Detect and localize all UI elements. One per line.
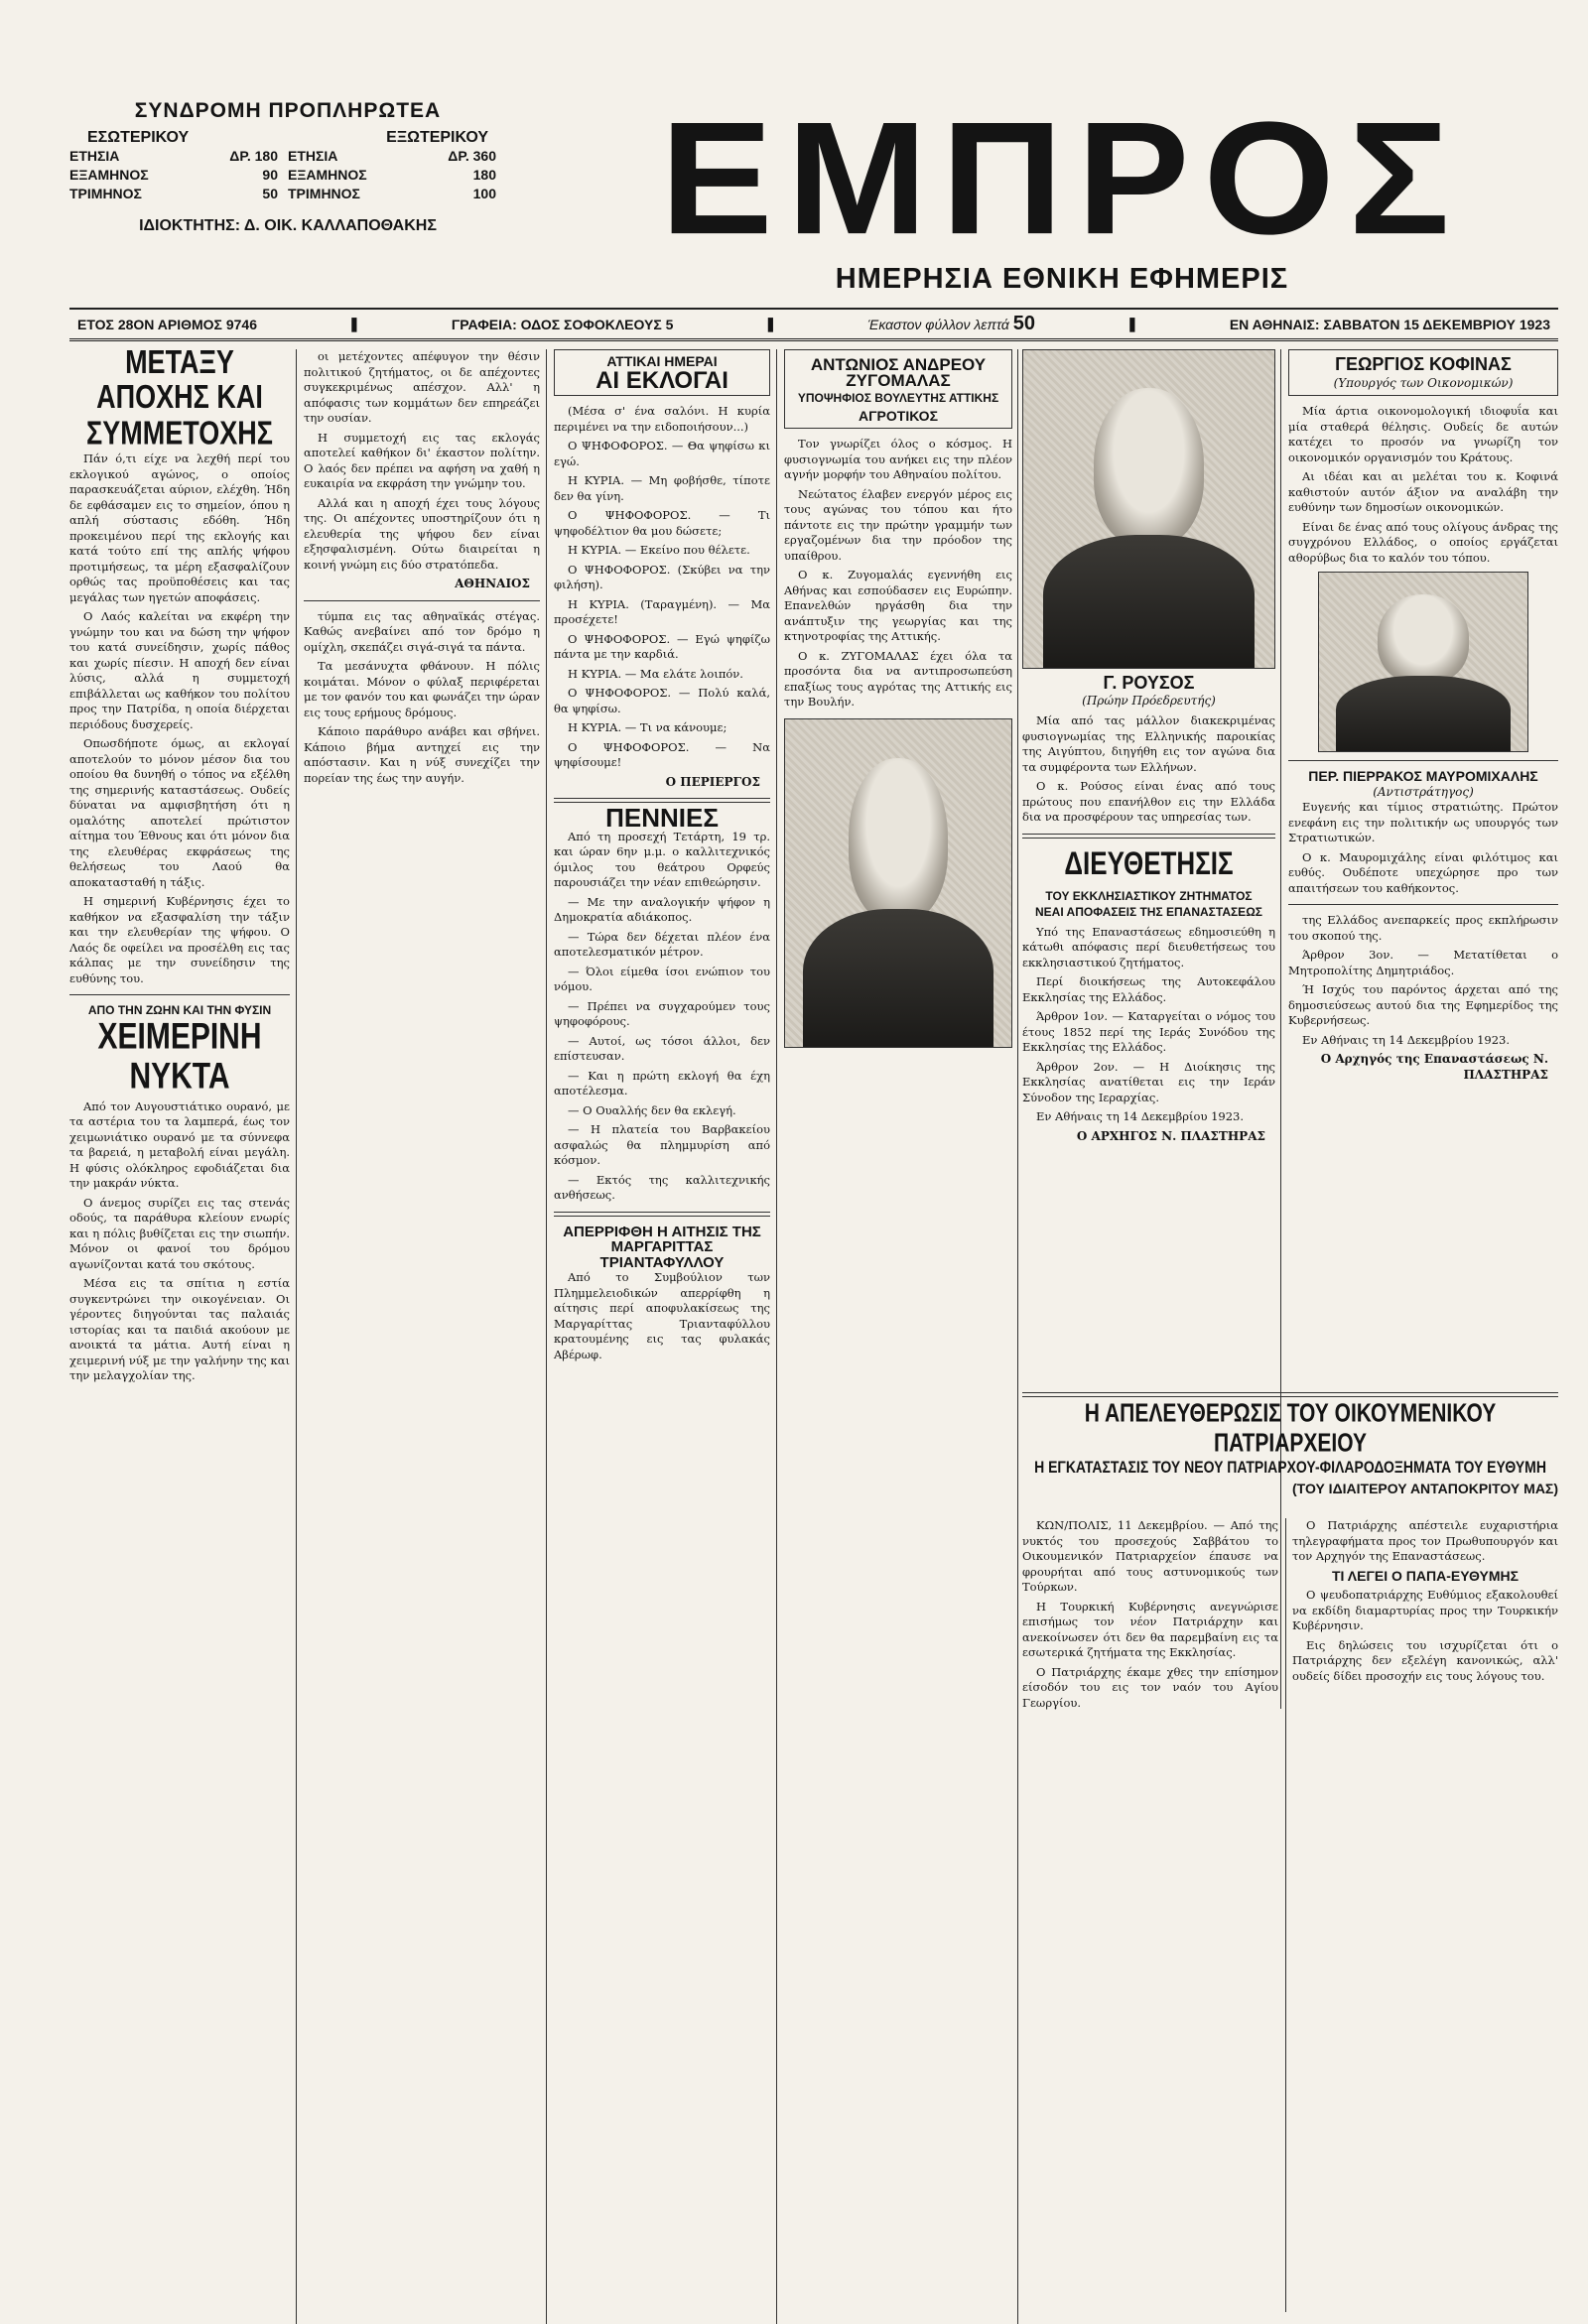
editorial-paragraph: Πάν ό,τι είχε να λεχθή περί του εκλογικού αγώνος, ο οποίος παρασκευάζεται αύριον, ελέχθη. Ήδη δε εφθάσαμεν εις το σημείον, όπου η απλή σύστασις εδόθη. Ήδη προκειμένου περί της εκλογής και κατά τούτο επί της απλής ψήφου προτιμήσεως, τα μέρη εξασφαλίζουν ορθώς τας προϋποθέσεις και τας μεγάλας των ηγετών αποφάσεις. xyxy=(69,452,290,604)
patriarchate-paragraph: Εις δηλώσεις του ισχυρίζεται ότι ο Πατριάρχης δεν εξελέγη κανονικώς, αλλ' ουδείς δίδει προσοχήν εις τους λόγους του. xyxy=(1292,1637,1558,1683)
decree-paragraph: Άρθρον 1ον. — Καταργείται ο νόμος του έτους 1852 περί της Ιεράς Συνόδου της Εκκλησίας της Ελλάδος. xyxy=(1022,1009,1275,1055)
feature-paragraph: Ο άνεμος συρίζει εις τας στενάς οδούς, τα παράθυρα κλείουν ενωρίς και η πόλις βυθίζεται εις την σιωπήν. Μόνον οι φανοί του δρόμου αγωνίζονται κατά του σκότους. xyxy=(69,1195,290,1271)
dialogue-line: Ο ΨΗΦΟΦΟΡΟΣ. — Τι ψηφοδέλτιον θα μου δώσετε; xyxy=(554,508,770,538)
rate-row: ΕΤΗΣΙΑ ΔΡ. 180 ΕΤΗΣΙΑ ΔΡ. 360 xyxy=(69,148,496,164)
newspaper-page xyxy=(30,60,1558,2243)
penny-item: — Αυτοί, ως τόσοι άλλοι, δεν επίστευσαν. xyxy=(554,1033,770,1063)
penny-item: — Ο Ουαλλής δεν θα εκλεγή. xyxy=(568,1102,736,1117)
penny-item: — Τώρα δεν δέχεται πλέον ένα αποτελεσματικόν μέτρον. xyxy=(554,929,770,959)
pierrakos-headline: ΠΕΡ. ΠΙΕΡΡΑΚΟΣ ΜΑΥΡΟΜΙΧΑΛΗΣ xyxy=(1308,768,1538,784)
penny-item: — Πρέπει να συγχαρούμεν τους ψηφοφόρους. xyxy=(554,998,770,1028)
dialogue-line: (Μέσα σ' ένα σαλόνι. Η κυρία περιμένει να την ειδοποιήσουν...) xyxy=(554,404,770,434)
column-1 xyxy=(69,343,290,1388)
patriarchate-paragraph: Η Τουρκική Κυβέρνησις ανεγνώρισε επισήμως τον νέον Πατριάρχην και ανεκοίνωσεν ότι δεν θα παρεμβαίνη εις τα εσωτερικά ζητήματα της Εκκλησίας. xyxy=(1022,1599,1278,1659)
portrait-kofinas xyxy=(1318,572,1528,752)
patriarchate-headline: Η ΑΠΕΛΕΥΘΕΡΩΣΙΣ ΤΟΥ ΟΙΚΟΥΜΕΝΙΚΟΥ ΠΑΤΡΙΑΡΧΕΙΟΥ xyxy=(1084,1399,1497,1458)
rejection-headline: ΑΠΕΡΡΙΦΘΗ Η ΑΙΤΗΣΙΣ ΤΗΣ ΜΑΡΓΑΡΙΤΤΑΣ ΤΡΙΑΝΤΑΦΥΛΛΟΥ xyxy=(563,1223,761,1271)
pierrakos-paragraph: Ο κ. Μαυρομιχάλης είναι φιλότιμος και ευθύς. Ουδέποτε υπεχώρησε προ των απαιτήσεων του καθήκοντος. xyxy=(1288,849,1558,895)
feature-paragraph: Μέσα εις τα σπίτια η εστία συγκεντρώνει την οικογένειαν. Οι γέροντες διηγούνται τας παλαιάς ιστορίας και τα παιδιά ακούουν με ανοικτά τα μάτια. Αυτή είναι η χειμερινή νύξ με την γαλήνην της και την μελαγχολίαν της. xyxy=(69,1276,290,1383)
elections-headline: ΑΙ ΕΚΛΟΓΑΙ xyxy=(596,366,728,394)
editorial-paragraph: Ο Λαός καλείται να εκφέρη την γνώμην του και να δώση την ψήφον του κατά συνείδησιν, χωρίς πάθος και χωρίς πίεσιν. Η αποχή δεν είναι λύσις, αλλά η συμμετοχή επιβάλλεται ως καθήκον του πολίτου προς την Πατρίδα, η οποία διέρχεται περιόδους δυσχερείς. xyxy=(69,609,290,731)
dialogue-line: Ο ΨΗΦΟΦΟΡΟΣ. (Σκύβει να την φιλήση). xyxy=(554,562,770,591)
kofinas-paragraph: Αι ιδέαι και αι μελέται του κ. Κοφινά καθιστούν αυτόν άξιον να αναλάβη την ευθύνην των δημοσίων οικονομικών. xyxy=(1288,469,1558,514)
rate-row: ΤΡΙΜΗΝΟΣ 50 ΤΡΙΜΗΝΟΣ 100 xyxy=(69,186,496,201)
price: Έκαστον φύλλον λεπτά 50 xyxy=(867,313,1035,334)
kofinas-paragraph: Είναι δε ένας από τους ολίγους άνδρας της συγχρόνου Ελλάδος, ο οποίος εργάζεται αθορύβως δια το καλόν του τόπου. xyxy=(1288,519,1558,565)
pierrakos-paragraph: Ευγενής και τίμιος στρατιώτης. Πρώτον ενεφάνη εις την πολιτικήν ως υπουργός των Στρατιωτικών. xyxy=(1288,800,1558,844)
dialogue-line: Ο ΨΗΦΟΦΟΡΟΣ. — Να ψηφίσουμε! xyxy=(554,739,770,769)
decree2-paragraph: της Ελλάδος ανεπαρκείς προς εκπλήρωσιν του σκοπού της. xyxy=(1288,913,1558,943)
dialogue-line: Ο ΨΗΦΟΦΟΡΟΣ. — Εγώ ψηφίζω πάντα με την καρδιά. xyxy=(554,631,770,661)
penny-item: — Εκτός της καλλιτεχνικής ανθήσεως. xyxy=(554,1172,770,1202)
subscription-box xyxy=(69,99,506,235)
dialogue-line: Ο ΨΗΦΟΦΟΡΟΣ. — Θα ψηφίσω κι εγώ. xyxy=(554,439,770,468)
decree-subhead: ΤΟΥ ΕΚΚΛΗΣΙΑΣΤΙΚΟΥ ΖΗΤΗΜΑΤΟΣ xyxy=(1045,888,1253,903)
patriarchate-byline: (ΤΟΥ ΙΔΙΑΙΤΕΡΟΥ ΑΝΤΑΠΟΚΡΙΤΟΥ ΜΑΣ) xyxy=(1291,1481,1558,1496)
pierrakos-subhead: (Αντιστράτηγος) xyxy=(1373,784,1474,799)
kofinas-paragraph: Μία άρτια οικονομολογική ιδιοφυΐα και μία σταθερά θέλησις. Ουδείς δε αυτών κατέχει το προσόν να γνωρίζη τον οικονομικόν οργανισμόν του Κράτους. xyxy=(1288,404,1558,464)
editorial-paragraph: οι μετέχοντες απέφυγον την θέσιν πολιτικού ζητήματος, οι δε απέχοντες συγκεκριμένως απέσχον. Αλλ' η απόφασις των κομμάτων δεν επηρεάζει την ουσίαν. xyxy=(304,349,540,425)
column-2 xyxy=(304,349,540,790)
candidate-party: ΑΓΡΟΤΙΚΟΣ xyxy=(859,407,938,424)
editorial-paragraph: Η σημερινή Κυβέρνησις έχει το καθήκον να εξασφαλίση την τάξιν και την ελευθερίαν της ψήφου. Ο Λαός δε οφείλει να προσέλθη εις τας κάλπας με την συνείδησιν της ευθύνης του. xyxy=(69,894,290,985)
issue-number: ΕΤΟΣ 28ΟΝ ΑΡΙΘΜΟΣ 9746 xyxy=(77,316,257,332)
portrait-rousos xyxy=(1022,349,1275,669)
offices-address: ΓΡΑΦΕΙΑ: ΟΔΟΣ ΣΟΦΟΚΛΕΟΥΣ 5 xyxy=(451,316,674,332)
rousos-caption: Γ. ΡΟΥΣΟΣ xyxy=(1103,673,1195,693)
penny-item: — Όλοι είμεθα ίσοι ενώπιον του νόμου. xyxy=(554,964,770,993)
rates-table xyxy=(69,147,506,203)
penny-item: — Με την αναλογικήν ψήφον η Δημοκρατία αδιάκοπος. xyxy=(554,894,770,924)
dialogue-line: Η ΚΥΡΙΑ. — Εκείνο που θέλετε. xyxy=(568,543,750,557)
patriarchate-paragraph: Ο Πατριάρχης έκαμε χθες την επίσημον είσοδόν του εις τον ναόν του Αγίου Γεωργίου. xyxy=(1022,1664,1278,1710)
penny-item: — Και η πρώτη εκλογή θα έχη αποτέλεσμα. xyxy=(554,1068,770,1097)
penny-item: — Η πλατεία του Βαρβακείου ασφαλώς θα πλημμυρίση από κόσμον. xyxy=(554,1122,770,1167)
rousos-paragraph: Μία από τας μάλλον διακεκριμένας φυσιογνωμίας της Ελληνικής παροικίας της Αιγύπτου, διηγήθη εις τον αγώνα δια τα συμφέροντα των Ελλήνων. xyxy=(1022,713,1275,774)
rate-row: ΕΞΑΜΗΝΟΣ 90 ΕΞΑΜΗΝΟΣ 180 xyxy=(69,167,496,183)
decree2-paragraph: Εν Αθήναις τη 14 Δεκεμβρίου 1923. xyxy=(1302,1032,1511,1047)
column-4 xyxy=(784,349,1012,1056)
dialogue-line: Η ΚΥΡΙΑ. (Ταραγμένη). — Μα προσέχετε! xyxy=(554,596,770,626)
decree-paragraph: Εν Αθήναις τη 14 Δεκεμβρίου 1923. xyxy=(1036,1109,1245,1124)
section-title: ΑΤΤΙΚΑΙ ΗΜΕΡΑΙ xyxy=(606,353,718,369)
feature-paragraph: Κάποιο παράθυρο ανάβει και σβήνει. Κάποιο βήμα αντηχεί εις την απόστασιν. Και η νύξ συνεχίζει την πορείαν της έως την αυγήν. xyxy=(304,724,540,785)
editorial-paragraph: Οπωσδήποτε όμως, αι εκλογαί αποτελούν το μόνον μέσον δια του οποίου θα δυνηθή ο τόπος να εξέλθη της σημερινής καταστάσεως. Ουδείς δύναται να αμφισβητήση ότι η ομαλότης αποτελεί πρώτιστον αίτημα του Έθνους και ότι μόνον δια της ελευθέρας εκφράσεως της θελήσεως του Λαού θα αποκατασταθή η τάξις. xyxy=(69,736,290,889)
rousos-subcaption: (Πρώην Πρόεδρευτής) xyxy=(1082,694,1216,708)
editorial-headline: ΜΕΤΑΞΥ ΑΠΟΧΗΣ ΚΑΙ ΣΥΜΜΕΤΟΧΗΣ xyxy=(86,343,273,452)
patriarchate-paragraph: Ο ψευδοπατριάρχης Ευθύμιος εξακολουθεί να εκδίδη διαμαρτυρίας προς την Τουρκικήν Κυβέρνησιν. xyxy=(1292,1588,1558,1632)
dialogue-line: Η ΚΥΡΙΑ. — Μα ελάτε λοιπόν. xyxy=(568,666,743,681)
decree2-signature: Ο Αρχηγός της Επαναστάσεως Ν. ΠΛΑΣΤΗΡΑΣ xyxy=(1320,1052,1548,1082)
patriarchate-paragraph: ΤΙ ΛΕΓΕΙ Ο ΠΑΠΑ-ΕΥΘΥΜΗΣ xyxy=(1331,1567,1520,1584)
candidate-paragraph: Τον γνωρίζει όλος ο κόσμος. Η φυσιογνωμία του ανήκει εις την πλέον αγνήν μορφήν του Αθηναίου πολίτου. xyxy=(784,437,1012,481)
feature-headline: ΧΕΙΜΕΡΙΝΗ ΝΥΚΤΑ xyxy=(97,1015,262,1097)
foreign-label: ΕΞΩΤΕΡΙΚΟΥ xyxy=(386,129,488,146)
candidate-name: ΑΝΤΩΝΙΟΣ ΑΝΔΡΕΟΥ ΖΥΓΟΜΑΛΑΣ xyxy=(810,355,987,390)
decree-paragraph: Περί διοικήσεως της Αυτοκεφάλου Εκκλησίας της Ελλάδος. xyxy=(1022,974,1275,1004)
kofinas-subhead: (Υπουργός των Οικονομικών) xyxy=(1333,375,1514,390)
decree-subhead-2: ΝΕΑΙ ΑΠΟΦΑΣΕΙΣ ΤΗΣ ΕΠΑΝΑΣΤΑΣΕΩΣ xyxy=(1034,904,1263,919)
decree-headline: ΔΙΕΥΘΕΤΗΣΙΣ xyxy=(1064,843,1234,882)
candidate-box xyxy=(784,349,1012,429)
newspaper-subtitle: ΗΜΕΡΗΣΙΑ ΕΘΝΙΚΗ ΕΦΗΜΕΡΙΣ xyxy=(835,263,1289,295)
portrait-zygomalas xyxy=(784,718,1012,1048)
column-5 xyxy=(1288,349,1558,1087)
kofinas-headline: ΓΕΩΡΓΙΟΣ ΚΟΦΙΝΑΣ xyxy=(1335,354,1512,374)
candidate-paragraph: Ο κ. ΖΥΓΟΜΑΛΑΣ έχει όλα τα προσόντα δια να αντιπροσωπεύση επαξίως τους αγρότας της Αττικής εις την Βουλήν. xyxy=(784,648,1012,709)
patriarchate-paragraph: Ο Πατριάρχης απέστειλε ευχαριστήρια τηλεγραφήματα προς τον Πρωθυπουργόν και τον Αρχηγόν της Επαναστάσεως. xyxy=(1292,1518,1558,1563)
dialogue-signature: Ο ΠΕΡΙΕΡΓΟΣ xyxy=(665,774,760,789)
editorial-paragraph: Η συμμετοχή εις τας εκλογάς αποτελεί καθήκον δι' έκαστον πολίτην. Ο λαός δεν πρέπει να αφήση να χαθή η ευκαιρία να εκφράση την γνώμην του. xyxy=(304,430,540,490)
rousos-block xyxy=(1022,349,1275,1147)
decree2-paragraph: Ή Ισχύς του παρόντος άρχεται από της δημοσιεύσεως αυτού δια της Εφημερίδος της Κυβερνήσεως. xyxy=(1288,982,1558,1027)
patriarchate-left xyxy=(1022,1518,1278,1715)
feature-paragraph: Από τον Αυγουστιάτικο ουρανό, με τα αστέρια του τα λαμπερά, έως τον χειμωνιάτικο ουρανό με τα σύννεφα τα βαρειά, η μεταβολή είναι μεγάλη. Η φύσις ολόκληρος εφοδιάζεται δια την μακράν νύκτα. xyxy=(69,1098,290,1191)
candidate-paragraph: Ο κ. Ζυγομαλάς εγεννήθη εις Αθήνας και εσπούδασεν εις Ευρώπην. Επανελθών ηργάσθη δια την ανάπτυξιν της γεωργίας και της κτηνοτροφίας της Αττικής. xyxy=(784,568,1012,643)
feature-kicker: ΑΠΟ ΤΗΝ ΖΩΗΝ ΚΑΙ ΤΗΝ ΦΥΣΙΝ xyxy=(87,1003,272,1018)
patriarchate-paragraph: ΚΩΝ/ΠΟΛΙΣ, 11 Δεκεμβρίου. — Από της νυκτός του προσεχούς Σαββάτου το Οικουμενικόν Πατριαρχείον έπαυσε να φρουρήται από τους αστυνομικούς των Τούρκων. xyxy=(1022,1518,1278,1594)
editorial-signature: ΑΘΗΝΑΙΟΣ xyxy=(455,577,530,590)
editorial-paragraph: Αλλά και η αποχή έχει τους λόγους της. Οι απέχοντες υποστηρίζουν ότι η ελευθερία της ψήφου δεν είναι εξησφαλισμένη. Ούτω διαιρείται η κοινή γνώμη εις δύο στρατόπεδα. xyxy=(304,495,540,572)
penny-item: Από τη προσεχή Τετάρτη, 19 τρ. και ώραν 6ην μ.μ. ο καλλιτεχνικός όμιλος του θεάτρου Ορφεύς παρουσιάζει την νέαν επιθεώρησιν. xyxy=(554,829,770,889)
patriarchate-right xyxy=(1292,1518,1558,1688)
decree-paragraph: Υπό της Επαναστάσεως εδημοσιεύθη η κάτωθι απόφασις περί διευθετήσεως του εκκλησιαστικού ζητήματος. xyxy=(1022,924,1275,969)
feature-paragraph: τύμπα εις τας αθηναϊκάς στέγας. Καθώς ανεβαίνει από τον δρόμο η ομίχλη, σκεπάζει σιγά-σιγά τα πάντα. xyxy=(304,608,540,654)
rejection-text: Από το Συμβούλιον των Πλημμελειοδικών απερρίφθη η αίτησις περί αποφυλακίσεως της Μαργαρίττας Τριανταφύλλου κρατουμένης εις τας φυλακάς Αβέρωφ. xyxy=(554,1270,770,1361)
pennies-headline: ΠΕΝΝΙΕΣ xyxy=(605,803,719,833)
subscription-title: ΣΥΝΔΡΟΜΗ ΠΡΟΠΛΗΡΩΤΕΑ xyxy=(134,99,442,122)
info-bar: ΕΤΟΣ 28ΟΝ ΑΡΙΘΜΟΣ 9746 ❚ ΓΡΑΦΕΙΑ: ΟΔΟΣ ΣΟΦΟΚΛΕΟΥΣ 5 ❚ Έκαστον φύλλον λεπτά 50 ❚ ΕΝ ΑΘΗΝΑΙΣ: ΣΑΒΒΑΤΟΝ 15 ΔΕΚΕΜΒΡΙΟΥ 1923 xyxy=(69,308,1558,341)
patriarchate-subhead: Η ΕΓΚΑΤΑΣΤΑΣΙΣ ΤΟΥ ΝΕΟΥ ΠΑΤΡΙΑΡΧΟΥ-ΦΙΛΑΡΟΔΟΞΗΜΑΤΑ ΤΟΥ ΕΥΘΥΜΗ xyxy=(1034,1457,1546,1477)
decree2-paragraph: Άρθρον 3ον. — Μετατίθεται ο Μητροπολίτης Δημητριάδος. xyxy=(1288,948,1558,977)
column-3 xyxy=(554,349,770,1366)
domestic-label: ΕΣΩΤΕΡΙΚΟΥ xyxy=(87,129,190,146)
issue-date: ΕΝ ΑΘΗΝΑΙΣ: ΣΑΒΒΑΤΟΝ 15 ΔΕΚΕΜΒΡΙΟΥ 1923 xyxy=(1229,316,1550,332)
patriarchate-block xyxy=(1022,1384,1558,1500)
candidate-paragraph: Νεώτατος έλαβεν ενεργόν μέρος εις τους αγώνας του τόπου και ήτο πάντοτε εις την πρώτην γραμμήν των εργαζομένων δια την πρόοδον της υπαίθρου. xyxy=(784,486,1012,563)
kofinas-box xyxy=(1288,349,1558,396)
candidate-subhead: ΥΠΟΨΗΦΙΟΣ ΒΟΥΛΕΥΤΗΣ ΑΤΤΙΚΗΣ xyxy=(797,391,999,405)
decree-signature: Ο ΑΡΧΗΓΟΣ Ν. ΠΛΑΣΤΗΡΑΣ xyxy=(1076,1128,1265,1143)
dialogue-line: Η ΚΥΡΙΑ. — Μη φοβήσθε, τίποτε δεν θα γίνη. xyxy=(554,473,770,503)
section-box xyxy=(554,349,770,396)
feature-paragraph: Τα μεσάνυχτα φθάνουν. Η πόλις κοιμάται. Μόνον ο φύλαξ περιφέρεται με τον φανόν του και φωνάζει την ώραν εις τους ερήμους δρόμους. xyxy=(304,659,540,719)
decree-paragraph: Άρθρον 2ον. — Η Διοίκησις της Εκκλησίας ανατίθεται εις την Ιεράν Σύνοδον της Ιεραρχίας. xyxy=(1022,1059,1275,1104)
rousos-paragraph: Ο κ. Ρούσος είναι ένας από τους πρώτους που επανήλθον εις την Ελλάδα δια να προσφέρουν τας υπηρεσίας των. xyxy=(1022,779,1275,824)
dialogue-line: Η ΚΥΡΙΑ. — Τι να κάνουμε; xyxy=(568,720,728,734)
newspaper-title: ΕΜΠΡΟΣ xyxy=(660,88,1464,269)
dialogue-line: Ο ΨΗΦΟΦΟΡΟΣ. — Πολύ καλά, θα ψηφίσω. xyxy=(554,686,770,715)
owner-line: ΙΔΙΟΚΤΗΤΗΣ: Δ. ΟΙΚ. ΚΑΛΛΑΠΟΘΑΚΗΣ xyxy=(139,217,437,234)
